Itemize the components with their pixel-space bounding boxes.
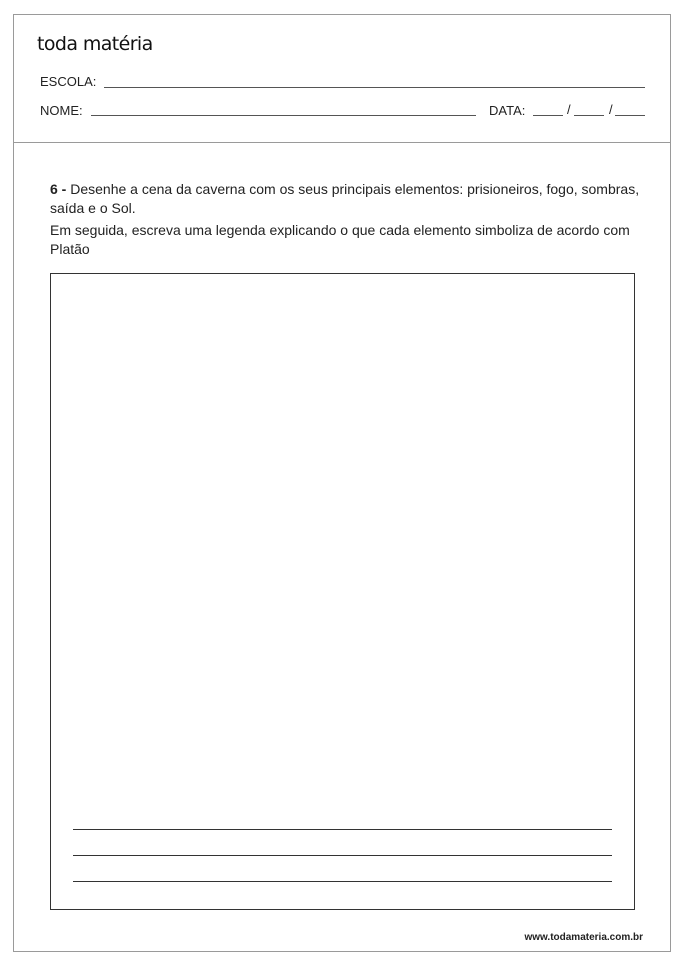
caption-line[interactable] (73, 855, 612, 856)
name-field[interactable] (91, 115, 476, 116)
question-text (50, 180, 640, 218)
caption-line[interactable] (73, 829, 612, 830)
date-separator: / (609, 102, 613, 117)
name-label: NOME: (40, 103, 83, 118)
question-instruction: Em seguida, escreva uma legenda explicando o que cada elemento simboliza de acordo com Platão (50, 222, 630, 257)
logo: toda matéria (37, 33, 153, 55)
footer-url: www.todamateria.com.br (524, 932, 643, 943)
school-label: ESCOLA: (40, 74, 97, 89)
date-year-field[interactable] (615, 115, 645, 116)
date-month-field[interactable] (574, 115, 604, 116)
caption-line[interactable] (73, 881, 612, 882)
question-number: 6 - (50, 181, 67, 197)
question-prompt: Desenhe a cena da caverna com os seus principais elementos: prisioneiros, fogo, sombras, saída e o Sol. (50, 181, 640, 216)
date-label: DATA: (489, 103, 526, 118)
school-field[interactable] (104, 87, 645, 88)
header-divider (13, 142, 671, 143)
drawing-area[interactable] (50, 273, 635, 910)
date-separator: / (567, 102, 571, 117)
date-day-field[interactable] (533, 115, 563, 116)
